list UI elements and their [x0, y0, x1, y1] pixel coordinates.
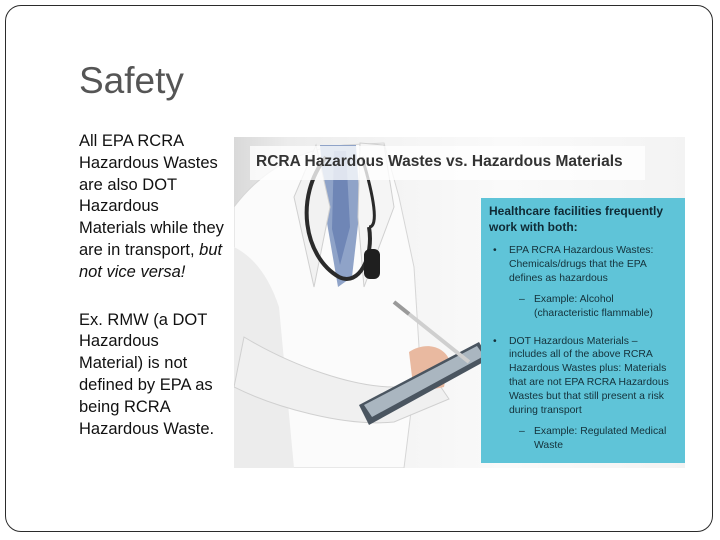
bullet-rcra-wastes — [489, 244, 677, 286]
paragraph-text: All EPA RCRA Hazardous Wastes are also DOT Hazardous Materials while they are in transport, — [79, 132, 224, 259]
dash-icon: – — [519, 425, 525, 437]
doctor-figure-image — [234, 137, 685, 468]
dash-icon: – — [519, 293, 525, 305]
bullet-icon: • — [493, 335, 497, 347]
panel-heading: Healthcare facilities frequently work with both: — [489, 204, 664, 234]
info-panel — [481, 198, 685, 463]
sub-bullet-medical-waste — [489, 425, 677, 453]
paragraph-rmw-example: Ex. RMW (a DOT Hazardous Material) is not defined by EPA as being RCRA Hazardous Waste. — [79, 310, 215, 438]
bullet-text: DOT Hazardous Materials – includes all of the above RCRA Hazardous Wastes plus: Materials that are not EPA RCRA Hazardous Wastes but that still present a risk during transport — [509, 335, 669, 417]
sub-bullet-text: Example: Regulated Medical Waste — [534, 425, 667, 451]
sub-bullet-text: Example: Alcohol (characteristic flammable) — [534, 293, 653, 319]
bullet-dot-materials — [489, 335, 677, 418]
figure-title: RCRA Hazardous Wastes vs. Hazardous Materials — [256, 153, 623, 170]
slide-title: Safety — [79, 60, 184, 101]
slide-body — [79, 131, 227, 466]
bullet-icon: • — [493, 245, 497, 256]
paragraph-rcra-vs-dot — [79, 131, 227, 284]
paragraph-emphasis: but not vice versa! — [79, 240, 223, 281]
bullet-text: EPA RCRA Hazardous Wastes: Chemicals/drugs that the EPA defines as hazardous — [509, 245, 654, 284]
sub-bullet-alcohol — [489, 293, 677, 321]
